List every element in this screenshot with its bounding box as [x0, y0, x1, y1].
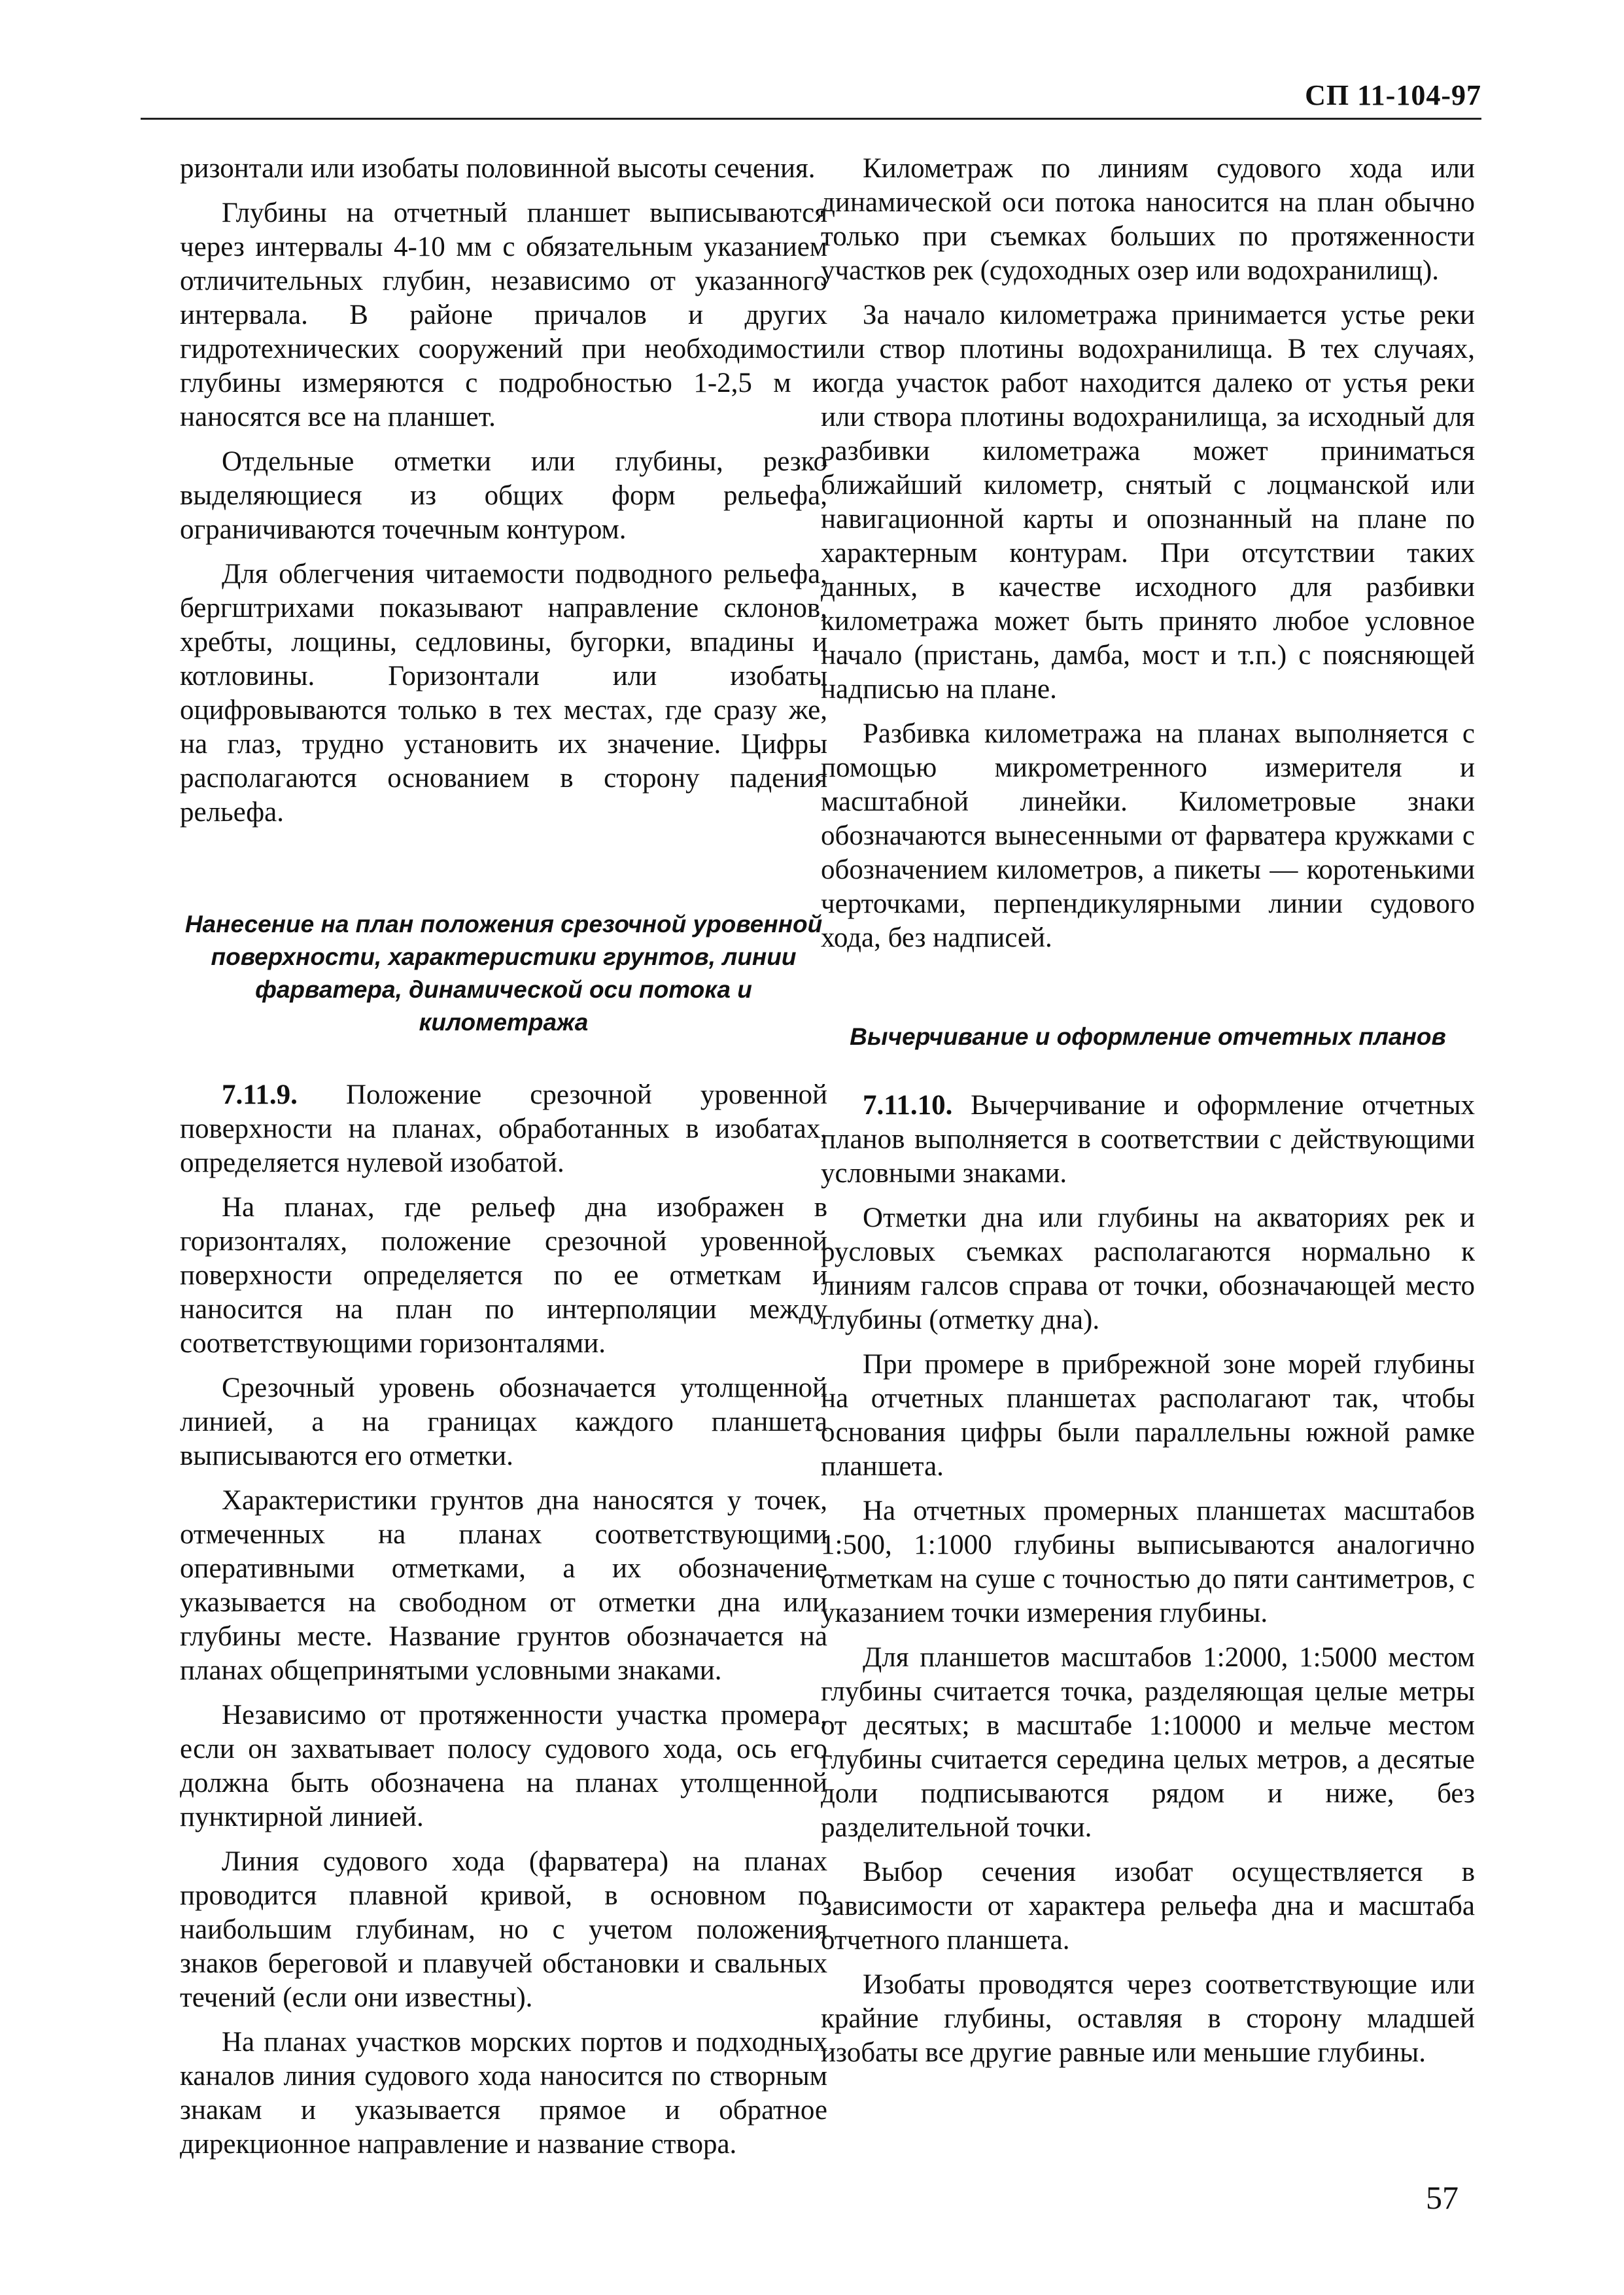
paragraph: Разбивка километража на планах выполняется с помощью микрометренного измерителя и масштабной линейки. Километровые знаки обозначаются вынесенными от фарватера кружками с обозначением километров, а пикеты — коротенькими черточками, перпендикулярными линии судового хода, без надписей. [821, 718, 1475, 953]
paragraph [821, 1089, 1475, 1191]
clause-number: 7.11.10. [863, 1090, 953, 1121]
paragraph: Отметки дна или глубины на акваториях рек и русловых съемках располагаются нормально к линиям галсов справа от точки, обозначающей место глубины (отметку дна). [821, 1202, 1475, 1335]
paragraph: На отчетных промерных планшетах масштабов 1:500, 1:1000 глубины выписываются аналогично отметкам на суше с точностью до пяти сантиметров, с указанием точки измерения глубины. [821, 1496, 1475, 1628]
paragraph: Независимо от протяженности участка промера, если он захватывает полосу судового хода, ось его должна быть обозначена на планах утолщенной пунктирной линией. [180, 1700, 827, 1832]
paragraph: Срезочный уровень обозначается утолщенной линией, а на границах каждого планшета выписываются его отметки. [180, 1373, 827, 1471]
left-column [180, 152, 827, 2172]
paragraph: На планах участков морских портов и подходных каналов линия судового хода наносится по створным знакам и указывается прямое и обратное дирекционное направление и название створа. [180, 2027, 827, 2160]
paragraph: Глубины на отчетный планшет выписываются через интервалы 4-10 мм с обязательным указанием отличительных глубин, независимо от указанного интервала. В районе причалов и других гидротехнических сооружений при необходимости глубины измеряются с подробностью 1-2,5 м и наносятся все на планшет. [180, 198, 827, 432]
page-number: 57 [1426, 2179, 1459, 2216]
paragraph-text: Положение срезочной уровенной поверхности на планах, обработанных в изобатах, определяется нулевой изобатой. [180, 1079, 827, 1178]
document-code: СП 11-104-97 [1305, 79, 1481, 111]
paragraph: ризонтали или изобаты половинной высоты сечения. [180, 153, 816, 184]
paragraph: Для облегчения читаемости подводного рельефа, бергштрихами показывают направление склонов, хребты, лощины, седловины, бугорки, впадины и котловины. Горизонтали или изобаты оцифровываются только в тех местах, где сразу же, на глаз, трудно установить их значение. Цифры располагаются основанием в сторону падения рельефа. [180, 559, 827, 828]
paragraph: При промере в прибрежной зоне морей глубины на отчетных планшетах располагают так, чтобы основания цифры были параллельны южной рамке планшета. [821, 1349, 1475, 1482]
right-column [821, 152, 1475, 2080]
paragraph: Отдельные отметки или глубины, резко выделяющиеся из общих форм рельефа, ограничиваются точечным контуром. [180, 446, 827, 545]
paragraph: Линия судового хода (фарватера) на планах проводится плавной кривой, в основном по наибольшим глубинам, но с учетом положения знаков береговой и плавучей обстановки и свальных течений (если они известны). [180, 1846, 827, 2013]
paragraph-text: Вычерчивание и оформление отчетных планов выполняется в соответствии с действующими условными знаками. [821, 1090, 1475, 1189]
paragraph: На планах, где рельеф дна изображен в горизонталях, положение срезочной уровенной поверхности определяется по ее отметкам и наносится на план по интерполяции между соответствующими горизонталями. [180, 1192, 827, 1359]
paragraph [180, 1078, 827, 1180]
paragraph: Километраж по линиям судового хода или динамической оси потока наносится на план обычно только при съемках больших по протяженности участков рек (судоходных озер или водохранилищ). [821, 153, 1475, 286]
paragraph: Для планшетов масштабов 1:2000, 1:5000 местом глубины считается точка, разделяющая целые метры от десятых; в масштабе 1:10000 и мельче местом глубины считается середина целых метров, а десятые доли подписываются рядом и ниже, без разделительной точки. [821, 1642, 1475, 1843]
page-header [141, 79, 1481, 120]
paragraph: За начало километража принимается устье реки или створ плотины водохранилища. В тех случаях, когда участок работ находится далеко от устья реки или створа плотины водохранилища, за исходный для разбивки километража может приниматься ближайший километр, снятый с лоцманской или навигационной карты и опознанный на плане по характерным контурам. При отсутствии таких данных, в качестве исходного для разбивки километража может быть принято любое условное начало (пристань, дамба, мост и т.п.) с поясняющей надписью на плане. [821, 300, 1475, 705]
section-title: Вычерчивание и оформление отчетных планов [850, 1023, 1446, 1050]
paragraph: Характеристики грунтов дна наносятся у точек, отмеченных на планах соответствующими оперативными отметками, а их обозначение указывается на свободном от отметки дна или глубины месте. Название грунтов обозначается на планах общепринятыми условными знаками. [180, 1485, 827, 1686]
section-title: Нанесение на план положения срезочной уровенной поверхности, характеристики грунтов, линии фарватера, динамической оси потока и километража [184, 911, 823, 1036]
clause-number: 7.11.9. [222, 1079, 298, 1110]
paragraph: Изобаты проводятся через соответствующие или крайние глубины, оставляя в сторону младшей изобаты все другие равные или меньшие глубины. [821, 1969, 1475, 2068]
paragraph: Выбор сечения изобат осуществляется в зависимости от характера рельефа дна и масштаба отчетного планшета. [821, 1857, 1475, 1955]
